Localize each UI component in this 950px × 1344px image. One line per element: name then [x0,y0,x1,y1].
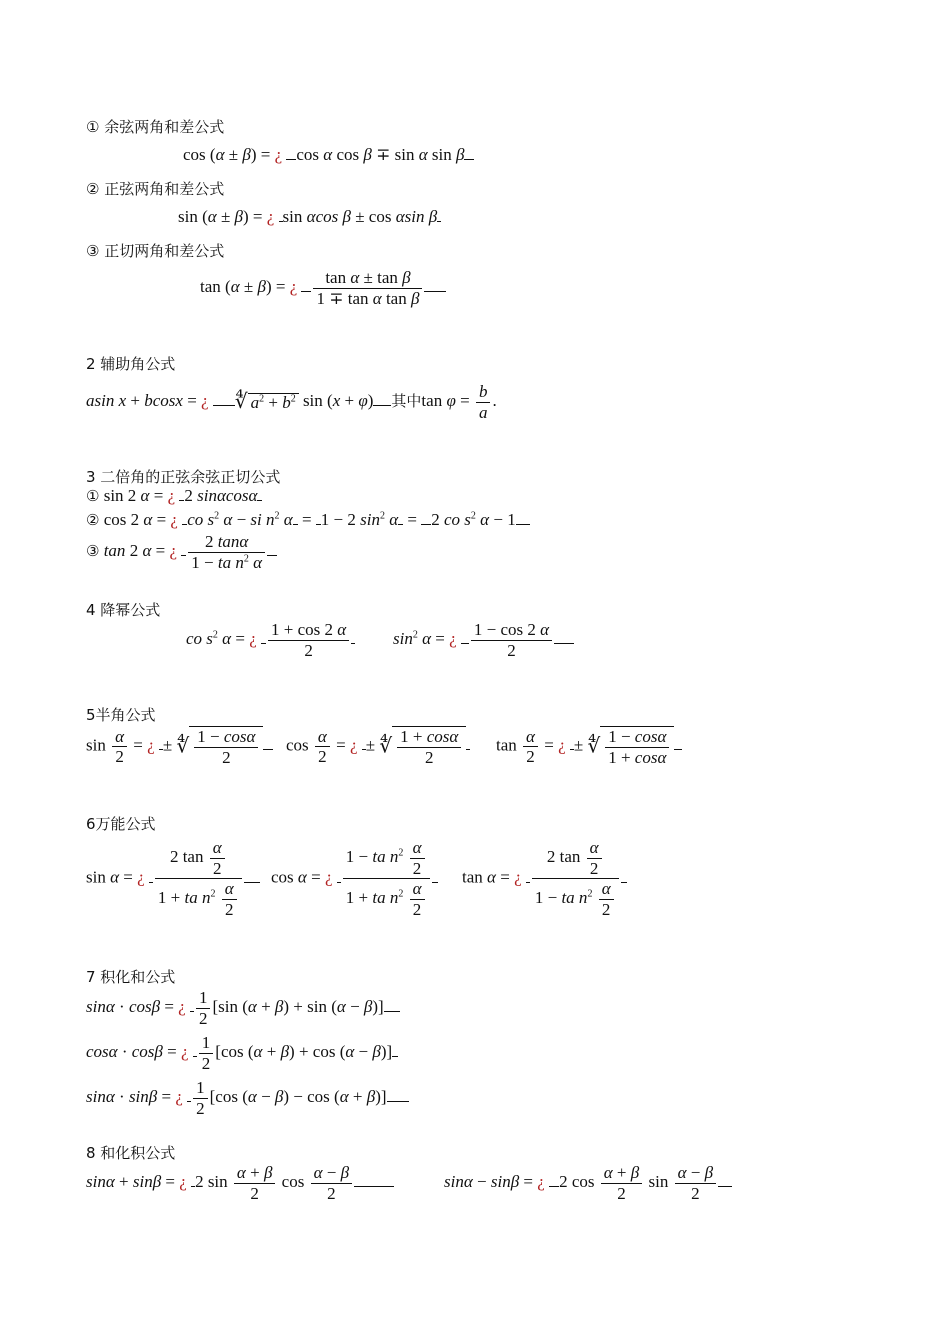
section-title-half-angle: 5半角公式 [86,706,156,724]
inv-mark: ¿ [249,628,257,648]
inv-mark: ¿ [167,486,176,505]
inv-mark: ¿ [537,1171,545,1191]
inv-mark: ¿ [449,628,457,648]
formula-tan-sum: tan (α ± β) = ¿ $\frac{\text{tan α ± tan β}}{\text{1 ∓ tan α tan β}}$ [200,268,446,308]
section-title-double-angle: 3 二倍角的正弦余弦正切公式 [86,468,281,486]
formula-sin-sum: sin (α ± β) = ¿ sin αcos β ± cos αsin β [178,208,441,225]
formula-tan-half: tan $\frac{\alpha}{2}$ = ¿ ± ∜ $\frac{1 - \cos\alpha}{1 + \cos\alpha}$ [496,726,682,767]
section-title-power-reduction: 4 降幂公式 [86,601,161,619]
inv-mark: ¿ [514,867,522,887]
inv-mark: ¿ [178,996,186,1016]
inv-mark: ¿ [324,867,333,887]
formula-sin-double: ① sin 2 α = ¿ 2 sinαcosα [86,487,262,504]
formula-tan-universal: tan α = ¿ 2 tan $\frac{\alpha}{2}$ 1 − ta $n^2$ $\frac{\alpha}{2}$ [462,838,627,919]
inv-mark: ¿ [266,207,275,226]
inv-mark: ¿ [274,145,283,164]
inv-mark: ¿ [558,735,566,755]
formula-sin-minus-sin: sinα − sinβ = ¿ 2 cos $\frac{\alpha + \beta}{2}$ sin $\frac{\alpha - \beta}{2}$ [444,1163,732,1203]
section-title-sum-to-product: 8 和化积公式 [86,1144,176,1162]
section-title-cos-sum: ① 余弦两角和差公式 [86,118,225,136]
where-label: 其中 [391,391,422,410]
section-title-product-to-sum: 7 积化和公式 [86,968,176,986]
formula-tan-double: ③ tan 2 α = ¿ $\frac{2 \tan\alpha}{1 - ta n^2 \alpha}$ [86,532,277,572]
formula-sin-sin: sinα · sinβ = ¿ $\frac{1}{2}$ [cos (α − β) − cos (α + β)] [86,1078,409,1118]
inv-mark: ¿ [289,276,298,296]
inv-mark: ¿ [169,540,178,560]
inv-mark: ¿ [175,1086,183,1106]
formula-sin-sin-cos: sinα · cosβ = ¿ $\frac{1}{2}$ [sin (α + β) + sin (α − β)] [86,988,400,1028]
formula-cos-cos: cosα · cosβ = ¿ $\frac{1}{2}$ [cos (α + β) + cos (α − β)] [86,1033,398,1073]
inv-mark: ¿ [137,867,145,887]
formula-sin-squared: $\sin^2 \alpha$ = ¿ $\frac{1 - \cos 2 \alpha}{2}$ [393,620,574,660]
inv-mark: ¿ [349,735,358,755]
formula-cos-squared: co $s^2$ α = ¿ $\frac{1 + \cos 2 \alpha}{2}$ [186,620,355,660]
inv-mark: ¿ [147,735,155,755]
formula-aux-angle: asin x + bcosx = ¿ ∜ $a^2 + b^2$ sin (x + φ) 其中tan φ = $\frac{b}{a}$ . [86,382,497,422]
formula-cos-half: cos $\frac{\alpha}{2}$ = ¿ ± ∜ $\frac{1 + \cos\alpha}{2}$ [286,726,470,767]
inv-mark: ¿ [201,390,209,410]
section-title-tan-sum: ③ 正切两角和差公式 [86,242,225,260]
inv-mark: ¿ [170,510,178,529]
inv-mark: ¿ [181,1041,189,1061]
section-title-universal: 6万能公式 [86,815,156,833]
formula-cos-sum: cos (α ± β) = ¿ cos α cos β ∓ sin α sin β [183,146,474,163]
section-title-aux-angle: 2 辅助角公式 [86,355,176,373]
formula-cos-universal: cos α = ¿ 1 − ta $n^2$ $\frac{\alpha}{2}$ 1 + ta $n^2$ $\frac{\alpha}{2}$ [271,838,438,919]
inv-mark: ¿ [179,1171,187,1191]
section-title-sin-sum: ② 正弦两角和差公式 [86,180,225,198]
formula-sin-half: sin $\frac{\alpha}{2}$ = ¿ ± ∜ $\frac{1 - \cos\alpha}{2}$ [86,726,273,767]
formula-sin-plus-sin: sinα + sinβ = ¿ 2 sin $\frac{\alpha + \beta}{2}$ cos $\frac{\alpha - \beta}{2}$ [86,1163,394,1203]
formula-sin-universal: sin α = ¿ 2 tan $\frac{\alpha}{2}$ 1 + ta $n^2$ $\frac{\alpha}{2}$ [86,838,260,919]
formula-cos-double: ② cos 2 α = ¿ co $s^2$ α − si $n^2$ α = 1 − 2 $\sin^2 \alpha = 2$ co $s^2$ α − 1 [86,511,530,528]
